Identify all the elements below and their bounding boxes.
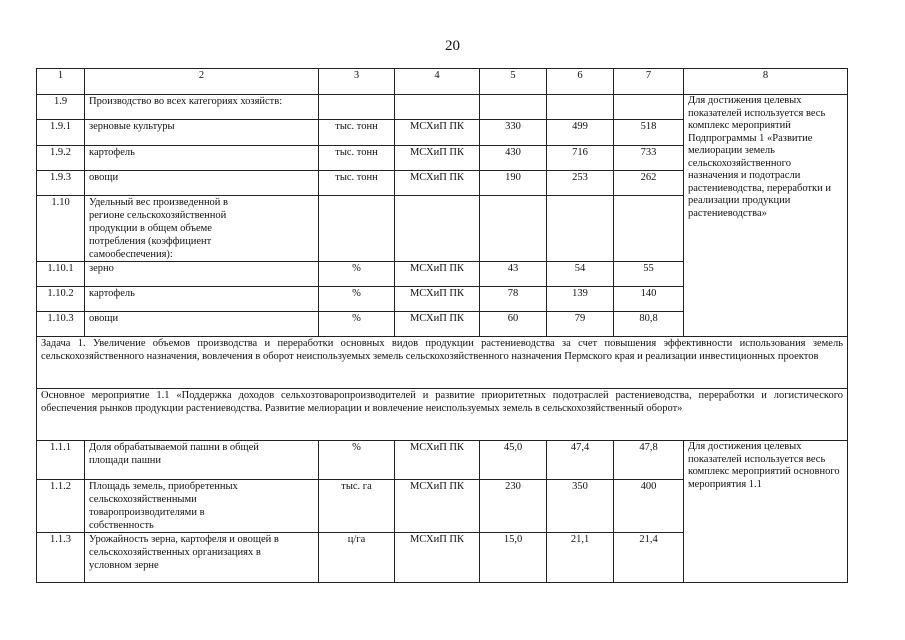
row-number: 1.10.1 (37, 262, 85, 287)
value-cell: 79 (547, 312, 614, 337)
unit-cell (319, 95, 395, 120)
row-number: 1.9.2 (37, 146, 85, 171)
row-number: 1.1.3 (37, 533, 85, 583)
value-cell: 60 (480, 312, 547, 337)
table-row (37, 441, 848, 480)
value-cell: 43 (480, 262, 547, 287)
unit-cell: % (319, 312, 395, 337)
value-cell (547, 95, 614, 120)
value-cell: 262 (614, 171, 684, 196)
value-cell: 400 (614, 480, 684, 533)
row-number: 1.9.3 (37, 171, 85, 196)
indicator-name: зерно (85, 262, 319, 287)
column-header: 5 (480, 69, 547, 95)
indicators-table (36, 68, 848, 583)
organization-cell: МСХиП ПК (395, 480, 480, 533)
column-header: 3 (319, 69, 395, 95)
measure-text: Основное мероприятие 1.1 «Поддержка доходов сельхозтоваропроизводителей и развитие приоритетных подотраслей растениеводства, переработки и логистического обеспечения рынков продукции растениеводства. Развитие мелиорации и вовлечение неиспользуемых земель в сельскохозяйственный оборот» (37, 389, 848, 441)
value-cell (614, 95, 684, 120)
column-number-row (37, 69, 848, 95)
organization-cell: МСХиП ПК (395, 533, 480, 583)
value-cell: 140 (614, 287, 684, 312)
row-number: 1.1.2 (37, 480, 85, 533)
indicator-name: Производство во всех категориях хозяйств: (85, 95, 319, 120)
value-cell: 430 (480, 146, 547, 171)
row-number: 1.9.1 (37, 120, 85, 146)
note-cell: Для достижения целевых показателей используется весь комплекс мероприятий Подпрограммы 1 «Развитие мелиорации земель сельскохозяйственного назначения и подотрасли растениеводства, переработки и реализации продукции растениеводства» (684, 95, 848, 337)
unit-cell: тыс. тонн (319, 171, 395, 196)
value-cell: 21,1 (547, 533, 614, 583)
organization-cell: МСХиП ПК (395, 120, 480, 146)
row-number: 1.9 (37, 95, 85, 120)
indicator-name: Площадь земель, приобретенных сельскохозяйственными товаропроизводителями в собственность (85, 480, 319, 533)
organization-cell: МСХиП ПК (395, 312, 480, 337)
value-cell: 55 (614, 262, 684, 287)
row-number: 1.1.1 (37, 441, 85, 480)
value-cell: 15,0 (480, 533, 547, 583)
value-cell: 45,0 (480, 441, 547, 480)
value-cell: 21,4 (614, 533, 684, 583)
task-row (37, 337, 848, 389)
indicator-name: овощи (85, 171, 319, 196)
value-cell: 330 (480, 120, 547, 146)
organization-cell: МСХиП ПК (395, 441, 480, 480)
unit-cell (319, 196, 395, 262)
value-cell: 716 (547, 146, 614, 171)
row-number: 1.10.2 (37, 287, 85, 312)
value-cell: 190 (480, 171, 547, 196)
indicator-name: овощи (85, 312, 319, 337)
value-cell: 350 (547, 480, 614, 533)
value-cell: 78 (480, 287, 547, 312)
indicator-name: картофель (85, 146, 319, 171)
organization-cell: МСХиП ПК (395, 171, 480, 196)
indicator-name: зерновые культуры (85, 120, 319, 146)
column-header: 8 (684, 69, 848, 95)
table-row (37, 95, 848, 120)
unit-cell: % (319, 441, 395, 480)
column-header: 6 (547, 69, 614, 95)
column-header: 1 (37, 69, 85, 95)
indicator-name: картофель (85, 287, 319, 312)
unit-cell: % (319, 262, 395, 287)
value-cell: 253 (547, 171, 614, 196)
unit-cell: % (319, 287, 395, 312)
value-cell (547, 196, 614, 262)
organization-cell: МСХиП ПК (395, 287, 480, 312)
page-number: 20 (445, 38, 460, 54)
value-cell: 47,8 (614, 441, 684, 480)
indicator-name: Доля обрабатываемой пашни в общей площади пашни (85, 441, 319, 480)
unit-cell: тыс. тонн (319, 120, 395, 146)
measure-row (37, 389, 848, 441)
value-cell: 80,8 (614, 312, 684, 337)
indicator-name: Урожайность зерна, картофеля и овощей в сельскохозяйственных организациях в условном зерне (85, 533, 319, 583)
note-cell: Для достижения целевых показателей используется весь комплекс мероприятий основного мероприятия 1.1 (684, 441, 848, 583)
value-cell (480, 196, 547, 262)
unit-cell: тыс. га (319, 480, 395, 533)
organization-cell: МСХиП ПК (395, 262, 480, 287)
column-header: 4 (395, 69, 480, 95)
column-header: 2 (85, 69, 319, 95)
value-cell: 139 (547, 287, 614, 312)
value-cell: 54 (547, 262, 614, 287)
task-text: Задача 1. Увеличение объемов производства и переработки основных видов продукции растениеводства за счет повышения эффективности использования земель сельскохозяйственного назначения, вовлечения в оборот неиспользуемых земель сельскохозяйственного назначения Пермского края и реализации инвестиционных проектов (37, 337, 848, 389)
row-number: 1.10.3 (37, 312, 85, 337)
value-cell: 230 (480, 480, 547, 533)
organization-cell (395, 95, 480, 120)
value-cell (614, 196, 684, 262)
organization-cell: МСХиП ПК (395, 146, 480, 171)
value-cell (480, 95, 547, 120)
indicator-name: Удельный вес произведенной в регионе сельскохозяйственной продукции в общем объеме потребления (коэффициент самообеспечения): (85, 196, 319, 262)
row-number: 1.10 (37, 196, 85, 262)
unit-cell: ц/га (319, 533, 395, 583)
value-cell: 733 (614, 146, 684, 171)
column-header: 7 (614, 69, 684, 95)
value-cell: 518 (614, 120, 684, 146)
unit-cell: тыс. тонн (319, 146, 395, 171)
organization-cell (395, 196, 480, 262)
value-cell: 499 (547, 120, 614, 146)
value-cell: 47,4 (547, 441, 614, 480)
